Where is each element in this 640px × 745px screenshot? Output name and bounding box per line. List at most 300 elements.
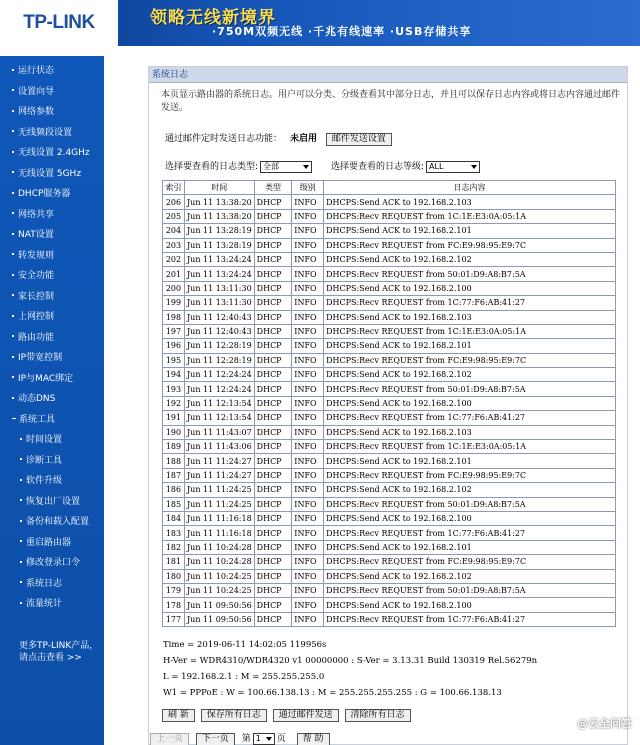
table-row	[163, 511, 616, 525]
sidebar-item[interactable]	[0, 165, 104, 183]
refresh-button[interactable]: 刷 新	[162, 709, 195, 722]
cell-time: Jun 11 09:50:56	[184, 612, 254, 626]
cell-content: DHCPS:Send ACK to 192.168.2.100	[324, 511, 616, 525]
cell-index: 197	[163, 324, 185, 338]
cell-type: DHCP	[254, 353, 292, 367]
cell-type: DHCP	[254, 195, 292, 209]
sysinfo-time: Time = 2019-06-11 14:02:05 119956s	[163, 640, 327, 650]
table-row	[163, 583, 616, 597]
cell-level: INFO	[292, 497, 324, 511]
sidebar-item[interactable]	[0, 247, 104, 265]
sidebar-item-label: 软件升级	[26, 476, 63, 486]
sidebar-item[interactable]	[0, 554, 104, 572]
email-status: 未启用	[290, 134, 318, 144]
table-row	[163, 612, 616, 626]
cell-content: DHCPS:Recv REQUEST from 1C:77:F6:AB:41:27	[324, 526, 616, 540]
sidebar-item[interactable]	[0, 575, 104, 593]
cell-content: DHCPS:Recv REQUEST from 50:01:D9:A8:B7:5A	[324, 267, 616, 281]
cell-content: DHCPS:Recv REQUEST from FC:E9:98:95:E9:7C	[324, 468, 616, 482]
email-label: 通过邮件定时发送日志功能：	[165, 134, 283, 144]
cell-content: DHCPS:Send ACK to 192.168.2.101	[324, 224, 616, 238]
cell-level: INFO	[292, 396, 324, 410]
cell-index: 196	[163, 339, 185, 353]
cell-index: 188	[163, 454, 185, 468]
sidebar-item[interactable]	[0, 390, 104, 408]
type-label: 选择要查看的日志类型:	[165, 162, 259, 172]
cell-index: 203	[163, 238, 185, 252]
sidebar-item[interactable]	[0, 206, 104, 224]
sidebar-item[interactable]	[0, 103, 104, 121]
bullet-icon	[12, 69, 14, 71]
table-row	[163, 411, 616, 425]
table-row	[163, 324, 616, 338]
cell-type: DHCP	[254, 209, 292, 223]
bullet-icon	[12, 171, 14, 173]
sidebar-item-label: 安全功能	[18, 271, 55, 281]
table-row	[163, 555, 616, 569]
sidebar-item-label: NAT设置	[18, 230, 54, 240]
email-row	[165, 131, 392, 146]
cell-index: 206	[163, 195, 185, 209]
cell-content: DHCPS:Send ACK to 192.168.2.103	[324, 425, 616, 439]
table-row	[163, 425, 616, 439]
save-all-logs-button[interactable]: 保存所有日志	[201, 709, 267, 722]
cell-level: INFO	[292, 569, 324, 583]
cell-index: 178	[163, 598, 185, 612]
bullet-icon	[20, 561, 22, 563]
cell-level: INFO	[292, 540, 324, 554]
cell-type: DHCP	[254, 454, 292, 468]
level-filter	[331, 159, 480, 173]
cell-content: DHCPS:Send ACK to 192.168.2.100	[324, 281, 616, 295]
table-row	[163, 598, 616, 612]
cell-index: 193	[163, 382, 185, 396]
sidebar-item-label: 无线设置 5GHz	[18, 168, 82, 179]
cell-type: DHCP	[254, 238, 292, 252]
bullet-icon	[20, 520, 22, 522]
cell-index: 179	[163, 583, 185, 597]
sysinfo-lan: L = 192.168.2.1 : M = 255.255.255.0	[163, 672, 325, 682]
cell-content: DHCPS:Recv REQUEST from 1C:77:F6:AB:41:27	[324, 612, 616, 626]
sidebar-item-label: 运行状态	[18, 66, 55, 76]
sidebar-item[interactable]	[0, 431, 104, 449]
cell-time: Jun 11 11:24:27	[184, 454, 254, 468]
bullet-icon	[20, 540, 22, 542]
table-row	[163, 368, 616, 382]
cell-content: DHCPS:Recv REQUEST from 1C:1E:E3:0A:05:1A	[324, 440, 616, 454]
sidebar-item-label: 修改登录口令	[26, 558, 81, 568]
bullet-icon	[20, 458, 22, 460]
cell-index: 192	[163, 396, 185, 410]
next-page-button[interactable]: 下一页	[196, 733, 235, 745]
cell-index: 199	[163, 296, 185, 310]
logo-box	[0, 0, 118, 46]
more-products-link[interactable]	[19, 640, 101, 664]
cell-content: DHCPS:Send ACK to 192.168.2.102	[324, 252, 616, 266]
cell-time: Jun 11 09:50:56	[184, 598, 254, 612]
sidebar-item-label: 上网控制	[18, 312, 55, 322]
cell-level: INFO	[292, 555, 324, 569]
sidebar-item-label: 无线设置 2.4GHz	[18, 148, 90, 158]
panel-title: 系统日志	[149, 67, 627, 83]
table-row	[163, 396, 616, 410]
log-type-value: 全部	[263, 161, 280, 171]
bullet-icon	[20, 438, 22, 440]
sidebar-item[interactable]	[0, 185, 104, 203]
sidebar-item-label: 网络共享	[18, 209, 55, 220]
table-row	[163, 310, 616, 324]
action-buttons	[162, 709, 414, 722]
cell-level: INFO	[292, 425, 324, 439]
table-row	[163, 209, 616, 223]
cell-time: Jun 11 11:43:06	[184, 440, 254, 454]
cell-time: Jun 11 13:11:30	[184, 281, 254, 295]
sysinfo-version: H-Ver = WDR4310/WDR4320 v1 00000000 : S-Ver = 3.13.31 Build 130319 Rel.56279n	[163, 656, 538, 666]
sidebar-item-label: 家长控制	[18, 291, 55, 302]
sidebar-item-label: 备份和载入配置	[26, 517, 90, 527]
cell-index: 204	[163, 224, 185, 238]
log-table	[162, 180, 616, 627]
level-label: 选择要查看的日志等级:	[331, 162, 425, 172]
cell-time: Jun 11 12:28:19	[184, 353, 254, 367]
cell-level: INFO	[292, 310, 324, 324]
cell-type: DHCP	[254, 324, 292, 338]
cell-level: INFO	[292, 598, 324, 612]
cell-level: INFO	[292, 468, 324, 482]
chevron-down-icon	[471, 165, 477, 169]
table-row	[163, 281, 616, 295]
cell-type: DHCP	[254, 281, 292, 295]
cell-type: DHCP	[254, 411, 292, 425]
cell-time: Jun 11 10:24:28	[184, 555, 254, 569]
cell-level: INFO	[292, 238, 324, 252]
content-panel	[148, 66, 628, 745]
cell-level: INFO	[292, 224, 324, 238]
sidebar-item[interactable]	[0, 595, 104, 613]
cell-content: DHCPS:Recv REQUEST from 1C:1E:E3:0A:05:1A	[324, 209, 616, 223]
sidebar-item[interactable]	[0, 267, 104, 285]
table-header-row	[163, 181, 616, 195]
cell-type: DHCP	[254, 583, 292, 597]
cell-index: 180	[163, 569, 185, 583]
table-row	[163, 267, 616, 281]
cell-content: DHCPS:Recv REQUEST from 1C:1E:E3:0A:05:1A	[324, 324, 616, 338]
cell-index: 187	[163, 468, 185, 482]
cell-type: DHCP	[254, 267, 292, 281]
cell-type: DHCP	[254, 252, 292, 266]
sidebar-item[interactable]	[0, 370, 104, 388]
table-row	[163, 252, 616, 266]
sidebar-item-label: 无线频段设置	[18, 127, 73, 138]
table-row	[163, 382, 616, 396]
header-index: 索引	[163, 181, 185, 195]
bullet-icon	[12, 397, 14, 399]
cell-level: INFO	[292, 368, 324, 382]
cell-time: Jun 11 12:13:54	[184, 411, 254, 425]
cell-level: INFO	[292, 353, 324, 367]
cell-level: INFO	[292, 526, 324, 540]
cell-index: 201	[163, 267, 185, 281]
cell-index: 189	[163, 440, 185, 454]
bullet-icon	[12, 233, 14, 235]
sidebar-item-label: 重启路由器	[26, 537, 72, 548]
bullet-icon	[20, 499, 22, 501]
bullet-icon	[20, 479, 22, 481]
bullet-icon	[12, 253, 14, 255]
page-prefix: 第	[241, 734, 251, 744]
sidebar-item[interactable]	[0, 308, 104, 326]
sidebar-item[interactable]	[0, 83, 104, 101]
cell-type: DHCP	[254, 526, 292, 540]
more-products-line1: 更多TP-LINK产品，	[19, 641, 99, 651]
cell-index: 198	[163, 310, 185, 324]
header-level: 级别	[292, 181, 324, 195]
sidebar-item[interactable]	[0, 513, 104, 531]
cell-time: Jun 11 11:16:18	[184, 511, 254, 525]
cell-time: Jun 11 13:24:24	[184, 252, 254, 266]
cell-content: DHCPS:Recv REQUEST from FC:E9:98:95:E9:7C	[324, 555, 616, 569]
cell-type: DHCP	[254, 224, 292, 238]
cell-type: DHCP	[254, 497, 292, 511]
cell-time: Jun 11 11:24:27	[184, 468, 254, 482]
table-row	[163, 238, 616, 252]
cell-level: INFO	[292, 583, 324, 597]
cell-type: DHCP	[254, 598, 292, 612]
cell-index: 194	[163, 368, 185, 382]
sidebar-item-label: 动态DNS	[18, 394, 56, 404]
sidebar-item[interactable]	[0, 288, 104, 306]
cell-content: DHCPS:Recv REQUEST from FC:E9:98:95:E9:7C	[324, 353, 616, 367]
cell-level: INFO	[292, 324, 324, 338]
cell-type: DHCP	[254, 368, 292, 382]
sidebar-item[interactable]	[0, 349, 104, 367]
header-divider	[0, 46, 640, 56]
sidebar-item[interactable]	[0, 472, 104, 490]
cell-time: Jun 11 12:13:54	[184, 396, 254, 410]
sidebar-item-label: 系统工具	[19, 414, 56, 425]
bullet-icon	[12, 294, 14, 296]
cell-type: DHCP	[254, 612, 292, 626]
cell-level: INFO	[292, 483, 324, 497]
cell-content: DHCPS:Send ACK to 192.168.2.101	[324, 454, 616, 468]
cell-type: DHCP	[254, 310, 292, 324]
more-products-line2: 请点击查看 >>	[19, 653, 82, 663]
cell-index: 184	[163, 511, 185, 525]
cell-index: 190	[163, 425, 185, 439]
sidebar-item-label: DHCP服务器	[18, 189, 71, 199]
logo: TP-LINK	[23, 12, 95, 33]
cell-content: DHCPS:Recv REQUEST from 50:01:D9:A8:B7:5A	[324, 382, 616, 396]
page-select[interactable]	[253, 733, 275, 745]
cell-content: DHCPS:Send ACK to 192.168.2.102	[324, 368, 616, 382]
cell-time: Jun 11 11:24:25	[184, 483, 254, 497]
table-row	[163, 526, 616, 540]
cell-time: Jun 11 11:24:25	[184, 497, 254, 511]
sidebar	[0, 56, 104, 745]
cell-index: 202	[163, 252, 185, 266]
sidebar-item[interactable]	[0, 329, 104, 347]
cell-index: 177	[163, 612, 185, 626]
cell-time: Jun 11 12:24:24	[184, 382, 254, 396]
table-row	[163, 195, 616, 209]
sidebar-item[interactable]	[0, 493, 104, 511]
cell-type: DHCP	[254, 483, 292, 497]
cell-content: DHCPS:Send ACK to 192.168.2.103	[324, 310, 616, 324]
cell-content: DHCPS:Send ACK to 192.168.2.103	[324, 195, 616, 209]
sidebar-item-label: IP带宽控制	[18, 353, 63, 363]
clear-all-logs-button[interactable]: 清除所有日志	[345, 709, 411, 722]
cell-level: INFO	[292, 267, 324, 281]
cell-type: DHCP	[254, 396, 292, 410]
sidebar-item-label: 诊断工具	[26, 455, 63, 466]
slogan: 领略无线新境界	[150, 8, 276, 28]
header-type: 类型	[254, 181, 292, 195]
cell-time: Jun 11 13:38:20	[184, 209, 254, 223]
sidebar-item[interactable]	[0, 144, 104, 162]
sidebar-item[interactable]	[0, 124, 104, 142]
table-row	[163, 569, 616, 583]
cell-type: DHCP	[254, 540, 292, 554]
cell-content: DHCPS:Send ACK to 192.168.2.102	[324, 483, 616, 497]
cell-index: 182	[163, 540, 185, 554]
cell-type: DHCP	[254, 569, 292, 583]
cell-time: Jun 11 10:24:25	[184, 569, 254, 583]
feature-list: ·750M双频无线 ·千兆有线速率 ·USB存储共享	[212, 25, 472, 38]
cell-type: DHCP	[254, 555, 292, 569]
cell-content: DHCPS:Send ACK to 192.168.2.101	[324, 339, 616, 353]
bullet-icon	[12, 315, 14, 317]
sidebar-item[interactable]	[0, 62, 104, 80]
cell-index: 205	[163, 209, 185, 223]
sidebar-item-label: IP与MAC绑定	[18, 373, 74, 384]
cell-level: INFO	[292, 281, 324, 295]
cell-time: Jun 11 10:24:28	[184, 540, 254, 554]
prev-page-button[interactable]: 上一页	[150, 733, 189, 745]
cell-time: Jun 11 12:24:24	[184, 368, 254, 382]
bullet-icon	[12, 151, 14, 153]
sidebar-item-label: 路由功能	[18, 332, 55, 343]
pager	[150, 731, 334, 745]
cell-time: Jun 11 13:11:30	[184, 296, 254, 310]
cell-content: DHCPS:Send ACK to 192.168.2.100	[324, 396, 616, 410]
cell-level: INFO	[292, 454, 324, 468]
cell-time: Jun 11 10:24:25	[184, 583, 254, 597]
cell-time: Jun 11 12:40:43	[184, 310, 254, 324]
sidebar-item[interactable]	[0, 534, 104, 552]
sidebar-item[interactable]	[0, 452, 104, 470]
cell-type: DHCP	[254, 511, 292, 525]
filter-row	[165, 159, 625, 173]
cell-index: 185	[163, 497, 185, 511]
cell-index: 181	[163, 555, 185, 569]
chevron-down-icon	[303, 165, 309, 169]
email-settings-button[interactable]: 邮件发送设置	[326, 133, 392, 146]
cell-level: INFO	[292, 411, 324, 425]
log-level-select[interactable]	[426, 161, 480, 173]
sidebar-item[interactable]	[0, 411, 104, 429]
bullet-icon	[12, 130, 14, 132]
cell-type: DHCP	[254, 382, 292, 396]
sidebar-item-label: 时间设置	[26, 435, 63, 445]
bullet-icon	[20, 581, 22, 583]
cell-type: DHCP	[254, 468, 292, 482]
cell-index: 195	[163, 353, 185, 367]
cell-index: 183	[163, 526, 185, 540]
sidebar-item-label: 流量统计	[26, 599, 63, 609]
table-row	[163, 454, 616, 468]
sidebar-item-label: 网络参数	[18, 107, 55, 117]
cell-level: INFO	[292, 296, 324, 310]
bullet-icon	[12, 212, 14, 214]
cell-content: DHCPS:Recv REQUEST from 1C:77:F6:AB:41:27	[324, 411, 616, 425]
header-time: 时间	[184, 181, 254, 195]
sidebar-item[interactable]	[0, 226, 104, 244]
table-row	[163, 339, 616, 353]
cell-time: Jun 11 12:40:43	[184, 324, 254, 338]
table-row	[163, 440, 616, 454]
bullet-icon	[12, 89, 14, 91]
cell-level: INFO	[292, 382, 324, 396]
bullet-icon	[12, 356, 14, 358]
chevron-down-icon	[266, 737, 272, 741]
cell-level: INFO	[292, 209, 324, 223]
table-row	[163, 483, 616, 497]
minus-icon	[12, 418, 16, 419]
header-banner	[0, 0, 640, 46]
table-row	[163, 296, 616, 310]
cell-type: DHCP	[254, 296, 292, 310]
cell-index: 191	[163, 411, 185, 425]
table-row	[163, 497, 616, 511]
bullet-icon	[12, 192, 14, 194]
bullet-icon	[12, 110, 14, 112]
table-row	[163, 224, 616, 238]
cell-time: Jun 11 13:24:24	[184, 267, 254, 281]
cell-time: Jun 11 13:38:20	[184, 195, 254, 209]
sidebar-item-label: 恢复出厂设置	[26, 496, 81, 507]
cell-level: INFO	[292, 252, 324, 266]
cell-content: DHCPS:Recv REQUEST from 1C:77:F6:AB:41:27	[324, 296, 616, 310]
watermark: @云全问答	[577, 717, 632, 730]
cell-type: DHCP	[254, 425, 292, 439]
page-description: 本页显示路由器的系统日志。用户可以分类、分级查看其中部分日志，并且可以保存日志内容或将日志内容通过邮件发送。	[161, 90, 621, 113]
log-level-value: ALL	[429, 161, 444, 171]
cell-level: INFO	[292, 339, 324, 353]
cell-content: DHCPS:Send ACK to 192.168.2.101	[324, 540, 616, 554]
cell-content: DHCPS:Recv REQUEST from 50:01:D9:A8:B7:5A	[324, 497, 616, 511]
sysinfo-wan: W1 = PPPoE : W = 100.66.138.13 : M = 255.255.255.255 : G = 100.66.138.13	[163, 688, 502, 698]
log-type-select[interactable]	[260, 161, 312, 173]
cell-level: INFO	[292, 511, 324, 525]
table-row	[163, 468, 616, 482]
cell-time: Jun 11 11:43:07	[184, 425, 254, 439]
cell-time: Jun 11 11:16:18	[184, 526, 254, 540]
send-email-button[interactable]: 通过邮件发送	[273, 709, 339, 722]
cell-index: 200	[163, 281, 185, 295]
cell-level: INFO	[292, 195, 324, 209]
cell-type: DHCP	[254, 440, 292, 454]
bullet-icon	[20, 602, 22, 604]
cell-content: DHCPS:Recv REQUEST from FC:E9:98:95:E9:7C	[324, 238, 616, 252]
table-row	[163, 540, 616, 554]
sidebar-item-label: 转发规则	[18, 250, 55, 261]
log-body	[163, 195, 616, 627]
cell-time: Jun 11 13:28:19	[184, 238, 254, 252]
sidebar-item-label: 系统日志	[26, 578, 63, 589]
cell-level: INFO	[292, 440, 324, 454]
help-button[interactable]: 帮 助	[297, 733, 330, 745]
cell-time: Jun 11 13:28:19	[184, 224, 254, 238]
